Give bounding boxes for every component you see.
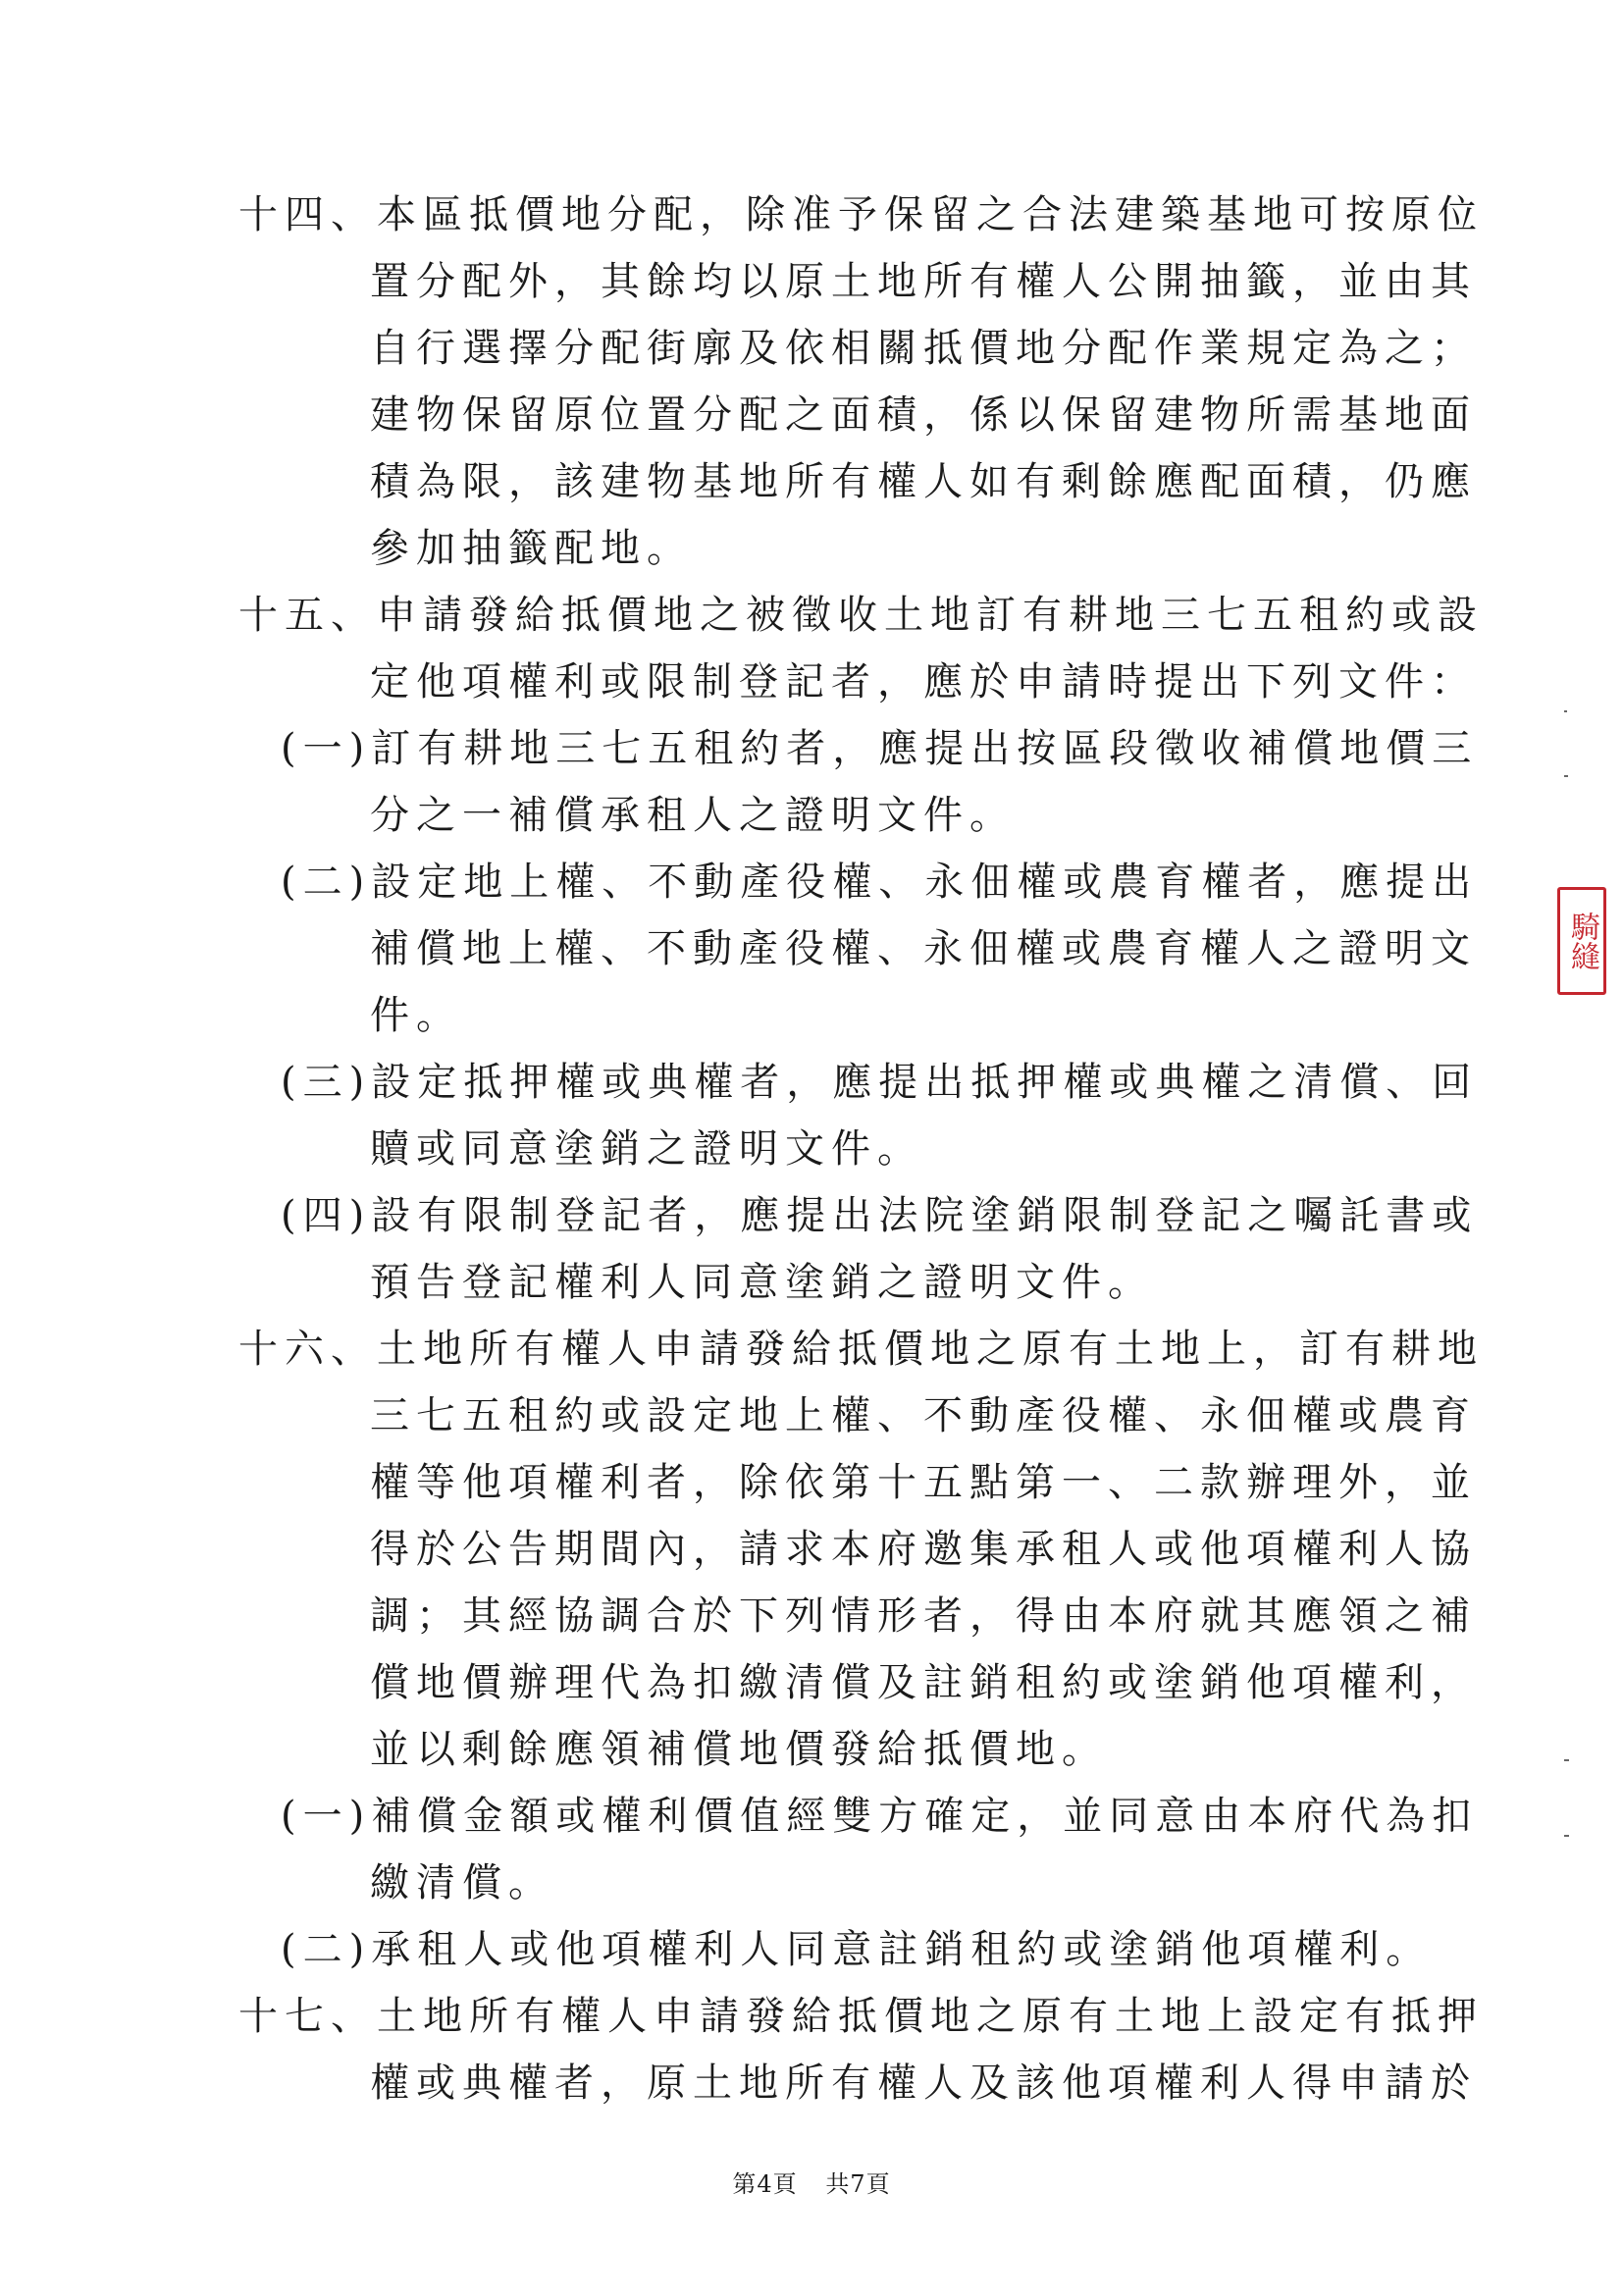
paragraph-17-line-1: 十七、土地所有權人申請發給抵價地之原有土地上設定有抵押 — [238, 1994, 1484, 2039]
paragraph-14-line-3: 自行選擇分配街廓及依相關抵價地分配作業規定為之； — [370, 326, 1477, 371]
paragraph-16-line-7: 並以剩餘應領補償地價發給抵價地。 — [370, 1727, 1108, 1772]
paragraph-14-line-2: 置分配外，其餘均以原土地所有權人公開抽籤，並由其 — [370, 259, 1477, 304]
paragraph-16-line-3: 權等他項權利者，除依第十五點第一、二款辦理外，並 — [370, 1460, 1477, 1505]
paragraph-14-line-4: 建物保留原位置分配之面積，係以保留建物所需基地面 — [370, 392, 1477, 438]
item-15-1-line-2: 分之一補償承租人之證明文件。 — [370, 793, 1016, 838]
seam-seal: 騎縫 — [1557, 887, 1606, 995]
paragraph-16-line-6: 償地價辦理代為扣繳清償及註銷租約或塗銷他項權利， — [370, 1660, 1477, 1705]
item-15-3-line-2: 贖或同意塗銷之證明文件。 — [370, 1126, 923, 1172]
scan-speck — [1564, 710, 1567, 712]
item-15-4-line-1: (四)設有限制登記者，應提出法院塗銷限制登記之囑託書或 — [281, 1193, 1479, 1238]
page-number: 第4頁 — [732, 2170, 798, 2198]
paragraph-17-line-2: 權或典權者，原土地所有權人及該他項權利人得申請於 — [370, 2061, 1477, 2106]
paragraph-16-line-1: 十六、土地所有權人申請發給抵價地之原有土地上，訂有耕地 — [238, 1327, 1484, 1372]
item-15-2-line-2: 補償地上權、不動產役權、永佃權或農育權人之證明文 — [370, 926, 1477, 971]
item-16-1-line-2: 繳清償。 — [370, 1860, 554, 1905]
paragraph-15-line-1: 十五、申請發給抵價地之被徵收土地訂有耕地三七五租約或設 — [238, 593, 1484, 638]
page-total: 共7頁 — [825, 2170, 891, 2198]
paragraph-14-line-5: 積為限，該建物基地所有權人如有剩餘應配面積，仍應 — [370, 459, 1477, 504]
paragraph-16-line-4: 得於公告期間內，請求本府邀集承租人或他項權利人協 — [370, 1527, 1477, 1572]
page-footer — [0, 2165, 1623, 2199]
item-15-3-line-1: (三)設定抵押權或典權者，應提出抵押權或典權之清償、回 — [281, 1060, 1479, 1105]
item-15-4-line-2: 預告登記權利人同意塗銷之證明文件。 — [370, 1260, 1154, 1305]
item-16-1-line-1: (一)補償金額或權利價值經雙方確定，並同意由本府代為扣 — [281, 1794, 1479, 1839]
scan-speck — [1564, 1759, 1569, 1761]
paragraph-16-line-2: 三七五租約或設定地上權、不動產役權、永佃權或農育 — [370, 1393, 1477, 1438]
paragraph-16-line-5: 調；其經協調合於下列情形者，得由本府就其應領之補 — [370, 1593, 1477, 1639]
scan-speck — [1564, 775, 1568, 777]
paragraph-14-line-1: 十四、本區抵價地分配，除准予保留之合法建築基地可按原位 — [238, 192, 1484, 237]
paragraph-15-line-2: 定他項權利或限制登記者，應於申請時提出下列文件： — [370, 659, 1477, 704]
item-15-1-line-1: (一)訂有耕地三七五租約者，應提出按區段徵收補償地價三 — [281, 726, 1479, 771]
item-15-2-line-3: 件。 — [370, 993, 462, 1038]
paragraph-14-line-6: 參加抽籤配地。 — [370, 526, 693, 571]
item-15-2-line-1: (二)設定地上權、不動產役權、永佃權或農育權者，應提出 — [281, 860, 1479, 905]
scan-speck — [1564, 1835, 1569, 1837]
item-16-2-line-1: (二)承租人或他項權利人同意註銷租約或塗銷他項權利。 — [281, 1927, 1433, 1972]
